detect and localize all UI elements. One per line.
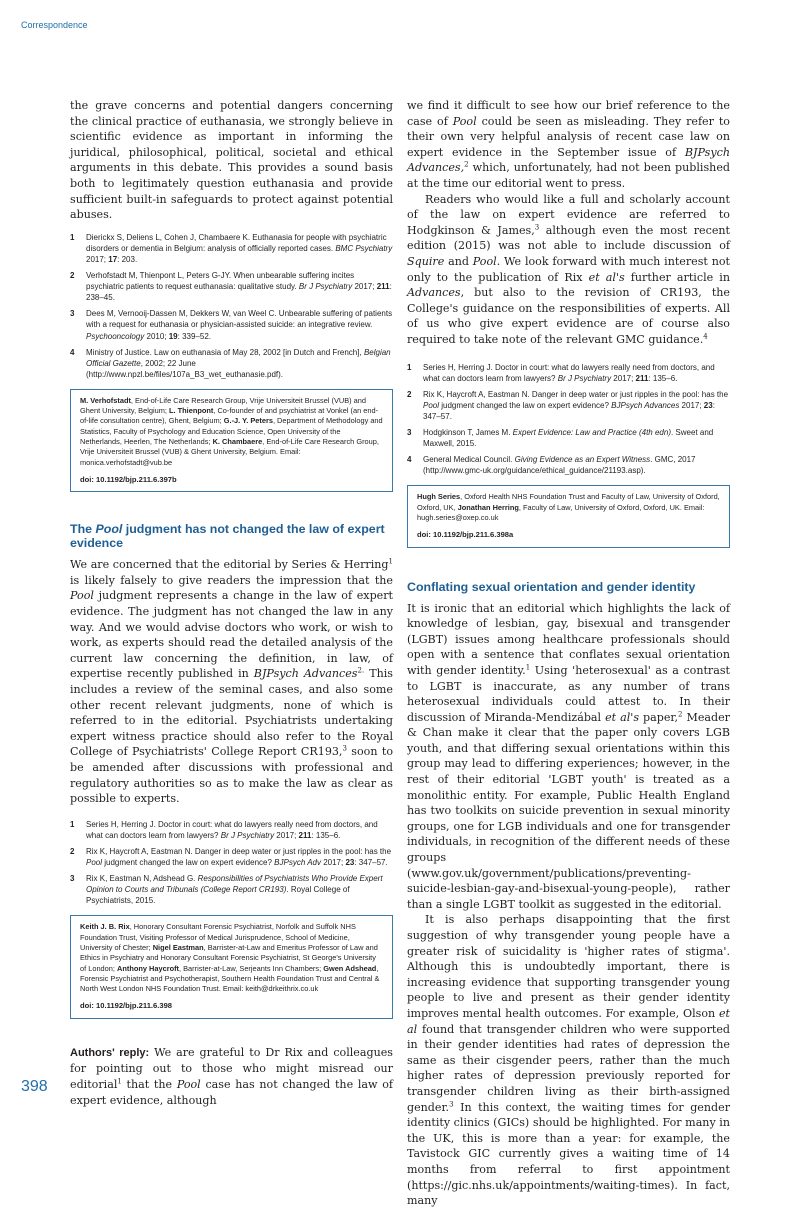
reference-item: 4 General Medical Council. Giving Evidence as an Expert Witness. GMC, 2017 (http://www.gmc-uk.org/guidance/ethical_guidance/21193.asp).: [407, 455, 696, 476]
article-title-2: Conflating sexual orientation and gender identity: [407, 579, 696, 594]
reference-item: 3 Hodgkinson T, James M. Expert Evidence: Law and Practice (4th edn). Sweet and Maxwell, 2015.: [407, 427, 714, 449]
intro-paragraph: the grave concerns and potential dangers concerning the clinical practice of euthanasia, we strongly believe in scientific evidence as important in informing the juridical, philosophical, political, societal and ethical arguments in this debate. This provides a sound basis both to legitimately question euthanasia and provide sufficient built-in safeguards to protect against potential abuses.: [70, 99, 393, 222]
reference-number: 3: [70, 874, 75, 884]
article-paragraph: We are concerned that the editorial by Series & Herring$^1$ is likely falsely to give readers the impression that the Pool judgment represents a change in the law of expert evidence. The judgment has not changed the law in any way. And we would advise doctors who work, or wish to work, as experts should read the detailed analysis of the current law concerning the definition, in law, of expertise recently published in BJPsych Advances$^{2.}$ This includes a review of the seminal cases, and also some other recent relevant judgments, none of which is referred to in the editorial. Psychiatrists undertaking expert witness practice should also refer to the Royal College of Psychiatrists' College Report CR193,$^3$ soon to be amended after discussions with professional and regulatory authorities so as to make the law as clear as possible to experts.: [70, 557, 394, 806]
running-header: Correspondence: [21, 20, 88, 30]
reference-item: 3 Dees M, Vernooij-Dassen M, Dekkers W, van Weel C. Unbearable suffering of patients with a request for euthanasia or physician-assisted suicide: an integrative review. Psychooncology 2010; 19: 339–52.: [70, 309, 393, 341]
reference-number: 1: [407, 362, 412, 372]
article-2-paragraph-1: It is ironic that an editorial which highlights the lack of knowledge of lesbian, gay, bisexual and transgender (LGBT) issues among healthcare professionals should open with a sentence that conflates sexual orientation with gender identity.$^1$ Using 'heterosexual' as a contrast to LGBT is inaccurate, as any number of trans heterosexual individuals could attest to. In their discussion of Miranda-Mendizábal et al's paper,$^2$ Meader & Chan make it clear that the paper only covers LGB youth, and that differing sexual orientations within this group may lead to differing experiences; however, in the rest of their editorial 'LGBT youth' is treated as a monolithic entity. For example, Public Health England has two toolkits on suicide prevention in sexual minority groups, one for LGB individuals and one for transgender individuals, in recognition of the different needs of these groups (www.gov.uk/government/publications/preventing-suicide-lesbian-gay-and-bisexual-young-people), rather than a single LGBT toolkit as suggested in the editorial.: [407, 601, 731, 911]
reference-item: 1 Series H, Herring J. Doctor in court: what do lawyers really need from doctors, and what can doctors learn from lawyers? Br J Psychiatry 2017; 211: 135–6.: [70, 819, 378, 840]
reference-number: 4: [70, 347, 75, 357]
doi-label: doi: 10.1192/bjp.211.6.397b: [80, 474, 177, 484]
right-column: [407, 98, 730, 1209]
affiliation-box-1: [70, 389, 393, 492]
page-number: 398: [21, 1078, 48, 1095]
reference-item: 1 Dierickx S, Deliens L, Cohen J, Chambaere K. Euthanasia for people with psychiatric disorders or dementia in Belgium: analysis of officially reported cases. BMC Psychiatry 2017; 17: 203.: [70, 232, 393, 264]
affiliation-text: Keith J. B. Rix, Honorary Consultant Forensic Psychiatrist, Norfolk and Suffolk NHS Foundation Trust, Visiting Professor of Medical Jurisprudence, School of Medicine, University of Chester; Nigel Eastman, Barrister-at-Law and Emeritus Professor of Law and Ethics in Psychiatry and Honorary Consultant Forensic Psychiatrist, St George's University of London; Anthony Haycroft, Barrister-at-Law, Serjeants Inn Chambers; Gwen Adshead, Forensic Psychiatrist and Psychotherapist, Southern Health Foundation Trust and Central & North West London NHS Foundation Trust. Email: keith@drkeithrix.co.uk: [80, 922, 380, 994]
reference-number: 2: [70, 271, 75, 281]
reference-number: 2: [407, 389, 412, 399]
doi-label: doi: 10.1192/bjp.211.6.398a: [417, 530, 514, 540]
reference-list-3: [407, 362, 730, 477]
reference-number: 3: [407, 427, 412, 437]
reference-number: 3: [70, 309, 75, 319]
reference-item: 4 Ministry of Justice. Law on euthanasia of May 28, 2002 [in Dutch and French], Belgian Official Gazette, 2002; 22 June (http://www.npzl.be/files/107a_B3_wet_euthanasie.pdf).: [70, 347, 391, 379]
reference-item: 1 Series H, Herring J. Doctor in court: what do lawyers really need from doctors, and what can doctors learn from lawyers? Br J Psychiatry 2017; 211: 135–6.: [407, 362, 715, 383]
reference-number: 2: [70, 846, 75, 856]
reference-list-1: [70, 232, 393, 380]
article-title: The Pool judgment has not changed the law of expert evidence: [70, 522, 385, 551]
doi-label: doi: 10.1192/bjp.211.6.398: [80, 1001, 173, 1011]
reference-list-2: [70, 819, 393, 907]
reply-paragraph-2: Readers who would like a full and scholarly account of the law on expert evidence are referred to Hodgkinson & James,$^3$ although even the most recent edition (2015) was not able to include discussion of Squire and Pool. We look forward with much interest not only to the publication of Rix et al's further article in Advances, but also to the revision of CR193, the College's guidance on the responsibilities of experts. All of us who give expert evidence are of course also required to take note of the relevant GMC guidance.$^4$: [407, 192, 730, 346]
reference-item: 2 Rix K, Haycroft A, Eastman N. Danger in deep water or just ripples in the pool: has the Pool judgment changed the law on expert evidence? BJPsych Adv 2017; 23: 347–57.: [70, 846, 392, 868]
affiliation-box-3: [407, 485, 730, 547]
authors-reply-paragraph: Authors' reply: We are grateful to Dr Rix and colleagues for pointing out to those who might misread our editorial$^1$ that the Pool case has not changed the law of expert evidence, although: [70, 1045, 393, 1107]
article-2-paragraph-2: It is also perhaps disappointing that the first suggestion of why transgender young people have a greater risk of suicidality is 'higher rates of stigma'. Although this is undoubtedly important, there is increasing evidence that supporting transgender young people to live and present as their gender identity improves mental health outcomes. For example, Olson et al found that transgender children who were supported in their gender identities had rates of depression the same as their cisgender peers, rather than the much higher rates of depression previously reported for transgender children living as their birth-assigned gender.$^3$ In this context, the waiting times for gender identity clinics (GICs) should be highlighted. For many in the UK, this is more than a year: for example, the Tavistock GIC currently gives a waiting time of 14 months from referral to first appointment (https://gic.nhs.uk/appointments/waiting-times). In fact, many: [407, 913, 730, 1208]
reference-item: 2 Rix K, Haycroft A, Eastman N. Danger in deep water or just ripples in the pool: has the Pool judgment changed the law on expert evidence? BJPsych Advances 2017; 23: 347–57.: [407, 389, 729, 421]
reply-continued-paragraph: we find it difficult to see how our brief reference to the case of Pool could be seen as misleading. They refer to their own very helpful analysis of recent case law on expert evidence in the September issue of BJPsych Advances,$^2$ which, unfortunately, had not been published at the time our editorial went to press.: [407, 99, 730, 190]
affiliation-box-2: [70, 915, 393, 1018]
left-column: [70, 98, 393, 1108]
reference-item: 3 Rix K, Eastman N, Adshead G. Responsibilities of Psychiatrists Who Provide Expert Opinion to Courts and Tribunals (College Report CR193). Royal College of Psychiatrists, 2015.: [70, 874, 383, 906]
affiliation-text: M. Verhofstadt, End-of-Life Care Research Group, Vrije Universiteit Brussel (VUB) and Ghent University, Belgium; L. Thienpont, Co-founder of and psychiatrist at Vonkel (an end-of-life consultation centre), Ghent, Belgium; G.-J. Y. Peters, Department of Methodology and Statistics, Faculty of Psychology and Education Science, Open University of the Netherlands, Heerlen, The Netherlands; K. Chambaere, End-of-Life Care Research Group, Vrije Universiteit Brussel (VUB) & Ghent University, Belgium. Email: monica.verhofstadt@vub.be: [80, 395, 383, 467]
reference-number: 4: [407, 455, 412, 465]
affiliation-text: Hugh Series, Oxford Health NHS Foundation Trust and Faculty of Law, University of Oxford, Oxford, UK, Jonathan Herring, Faculty of Law, University of Oxford, Oxford, UK. Email: hugh.series@oxep.co.uk: [417, 492, 720, 522]
reference-item: 2 Verhofstadt M, Thienpont L, Peters G-JY. When unbearable suffering incites psychiatric patients to request euthanasia: qualitative study. Br J Psychiatry 2017; 211: 238–45.: [70, 271, 392, 303]
reference-number: 1: [70, 819, 75, 829]
reference-number: 1: [70, 232, 75, 242]
